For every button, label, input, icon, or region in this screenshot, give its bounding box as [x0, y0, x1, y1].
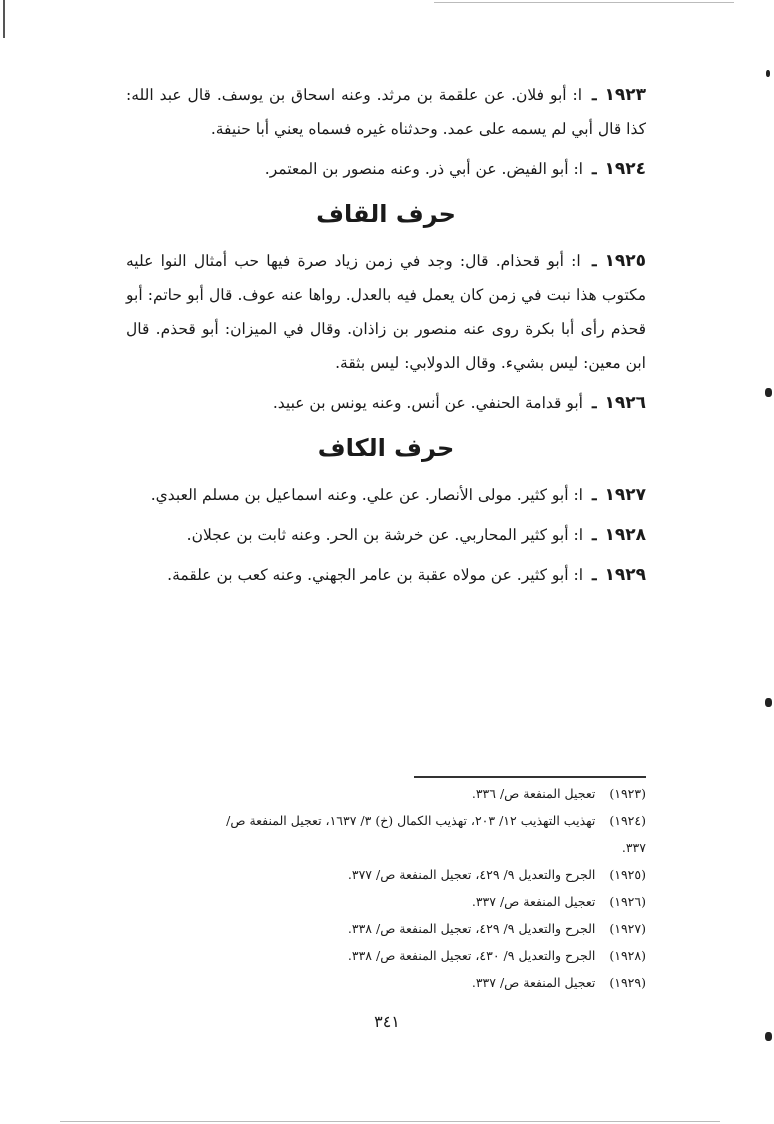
footnote-text: الجرح والتعديل ٩/ ٤٢٩، تعجيل المنفعة ص/ ٣٧٧. [347, 867, 596, 882]
footnote-continuation: ٣٣٧. [621, 840, 646, 855]
entry-text: ا: أبو كثير. عن مولاه عقبة بن عامر الجهني. وعنه كعب بن علقمة. [167, 566, 583, 584]
footnote-ref: (١٩٢٧) [609, 921, 646, 936]
entry-dash: ـ [591, 251, 597, 270]
scan-edge-line [60, 1121, 720, 1122]
footnotes [126, 776, 646, 996]
scan-speck [766, 70, 770, 77]
entry-dash: ـ [591, 485, 597, 504]
entry-dash: ـ [591, 565, 597, 584]
entry-number: ١٩٢٧ [604, 485, 646, 505]
entry-1923 [126, 78, 646, 146]
entry-dash: ـ [591, 393, 597, 412]
scan-edge-line [434, 2, 734, 3]
footnote-text: تعجيل المنفعة ص/ ٣٣٧. [471, 894, 596, 909]
page-number: ٣٤١ [374, 1012, 400, 1031]
entry-number: ١٩٢٣ [604, 85, 646, 105]
entry-number: ١٩٢٦ [604, 393, 646, 413]
footnote-ref: (١٩٢٦) [609, 894, 646, 909]
entry-text: ا: أبو فلان. عن علقمة بن مرثد. وعنه اسحاق بن يوسف. قال عبد الله: كذا قال أبي لم يسمه على عمد. وحدثناه غيره فسماه يعني أبا حنيفة. [126, 86, 646, 138]
footnote-ref: (١٩٢٣) [609, 786, 646, 801]
entry-1929 [126, 558, 646, 592]
footnote-text: الجرح والتعديل ٩/ ٤٢٩، تعجيل المنفعة ص/ ٣٣٨. [347, 921, 596, 936]
entry-text: ا: أبو الفيض. عن أبي ذر. وعنه منصور بن المعتمر. [264, 160, 583, 178]
footnote-text: الجرح والتعديل ٩/ ٤٣٠، تعجيل المنفعة ص/ ٣٣٨. [347, 948, 596, 963]
footnote-ref: (١٩٢٥) [609, 867, 646, 882]
footnote-1927 [126, 915, 646, 942]
entry-dash: ـ [591, 525, 597, 544]
entry-1925 [126, 244, 646, 380]
scan-speck [765, 388, 772, 397]
footnote-1928 [126, 942, 646, 969]
entry-dash: ـ [591, 159, 597, 178]
entry-number: ١٩٢٩ [604, 565, 646, 585]
entry-text: ا: أبو كثير المحاربي. عن خرشة بن الحر. وعنه ثابت بن عجلان. [186, 526, 583, 544]
footnote-1923 [126, 780, 646, 807]
scan-edge-line [3, 0, 5, 38]
entry-1927 [126, 478, 646, 512]
footnote-1929 [126, 969, 646, 996]
main-text [126, 78, 646, 598]
entry-text: ا: أبو كثير. مولى الأنصار. عن علي. وعنه اسماعيل بن مسلم العبدي. [150, 486, 583, 504]
entry-number: ١٩٢٤ [604, 159, 646, 179]
footnote-1924 [126, 807, 646, 861]
entry-text: ا: أبو قحذام. قال: وجد في زمن زياد صرة فيها حب أمثال النوا عليه مكتوب هذا نبت في زمن كان يعمل فيه بالعدل. رواها عنه عوف. قال أبو حاتم: أبو قحذم رأى أبا بكرة روى عنه منصور بن زاذان. وقال في الميزان: أبو قحذم. قال ابن معين: ليس بشيء. وقال الدولابي: ليس بثقة. [126, 252, 646, 372]
entry-dash: ـ [591, 85, 597, 104]
entry-1928 [126, 518, 646, 552]
entry-number: ١٩٢٥ [604, 251, 646, 271]
entry-text: أبو قدامة الحنفي. عن أنس. وعنه يونس بن عبيد. [272, 394, 583, 412]
footnote-ref: (١٩٢٩) [609, 975, 646, 990]
footnote-ref: (١٩٢٤) [609, 813, 646, 828]
footnote-separator [414, 776, 646, 778]
footnote-1925 [126, 861, 646, 888]
footnote-1926 [126, 888, 646, 915]
entry-1926 [126, 386, 646, 420]
entry-1924 [126, 152, 646, 186]
section-heading-qaf: حرف القاف [316, 200, 456, 228]
footnote-text: تعجيل المنفعة ص/ ٣٣٧. [471, 975, 596, 990]
footnote-text: تهذيب التهذيب ١٢/ ٢٠٣، تهذيب الكمال (خ) ٣/ ١٦٣٧، تعجيل المنفعة ص/ [226, 813, 596, 828]
scan-speck [765, 698, 772, 707]
footnote-ref: (١٩٢٨) [609, 948, 646, 963]
entry-number: ١٩٢٨ [604, 525, 646, 545]
footnote-text: تعجيل المنفعة ص/ ٣٣٦. [471, 786, 596, 801]
section-heading-kaf: حرف الكاف [317, 434, 455, 462]
scan-speck [765, 1032, 772, 1041]
